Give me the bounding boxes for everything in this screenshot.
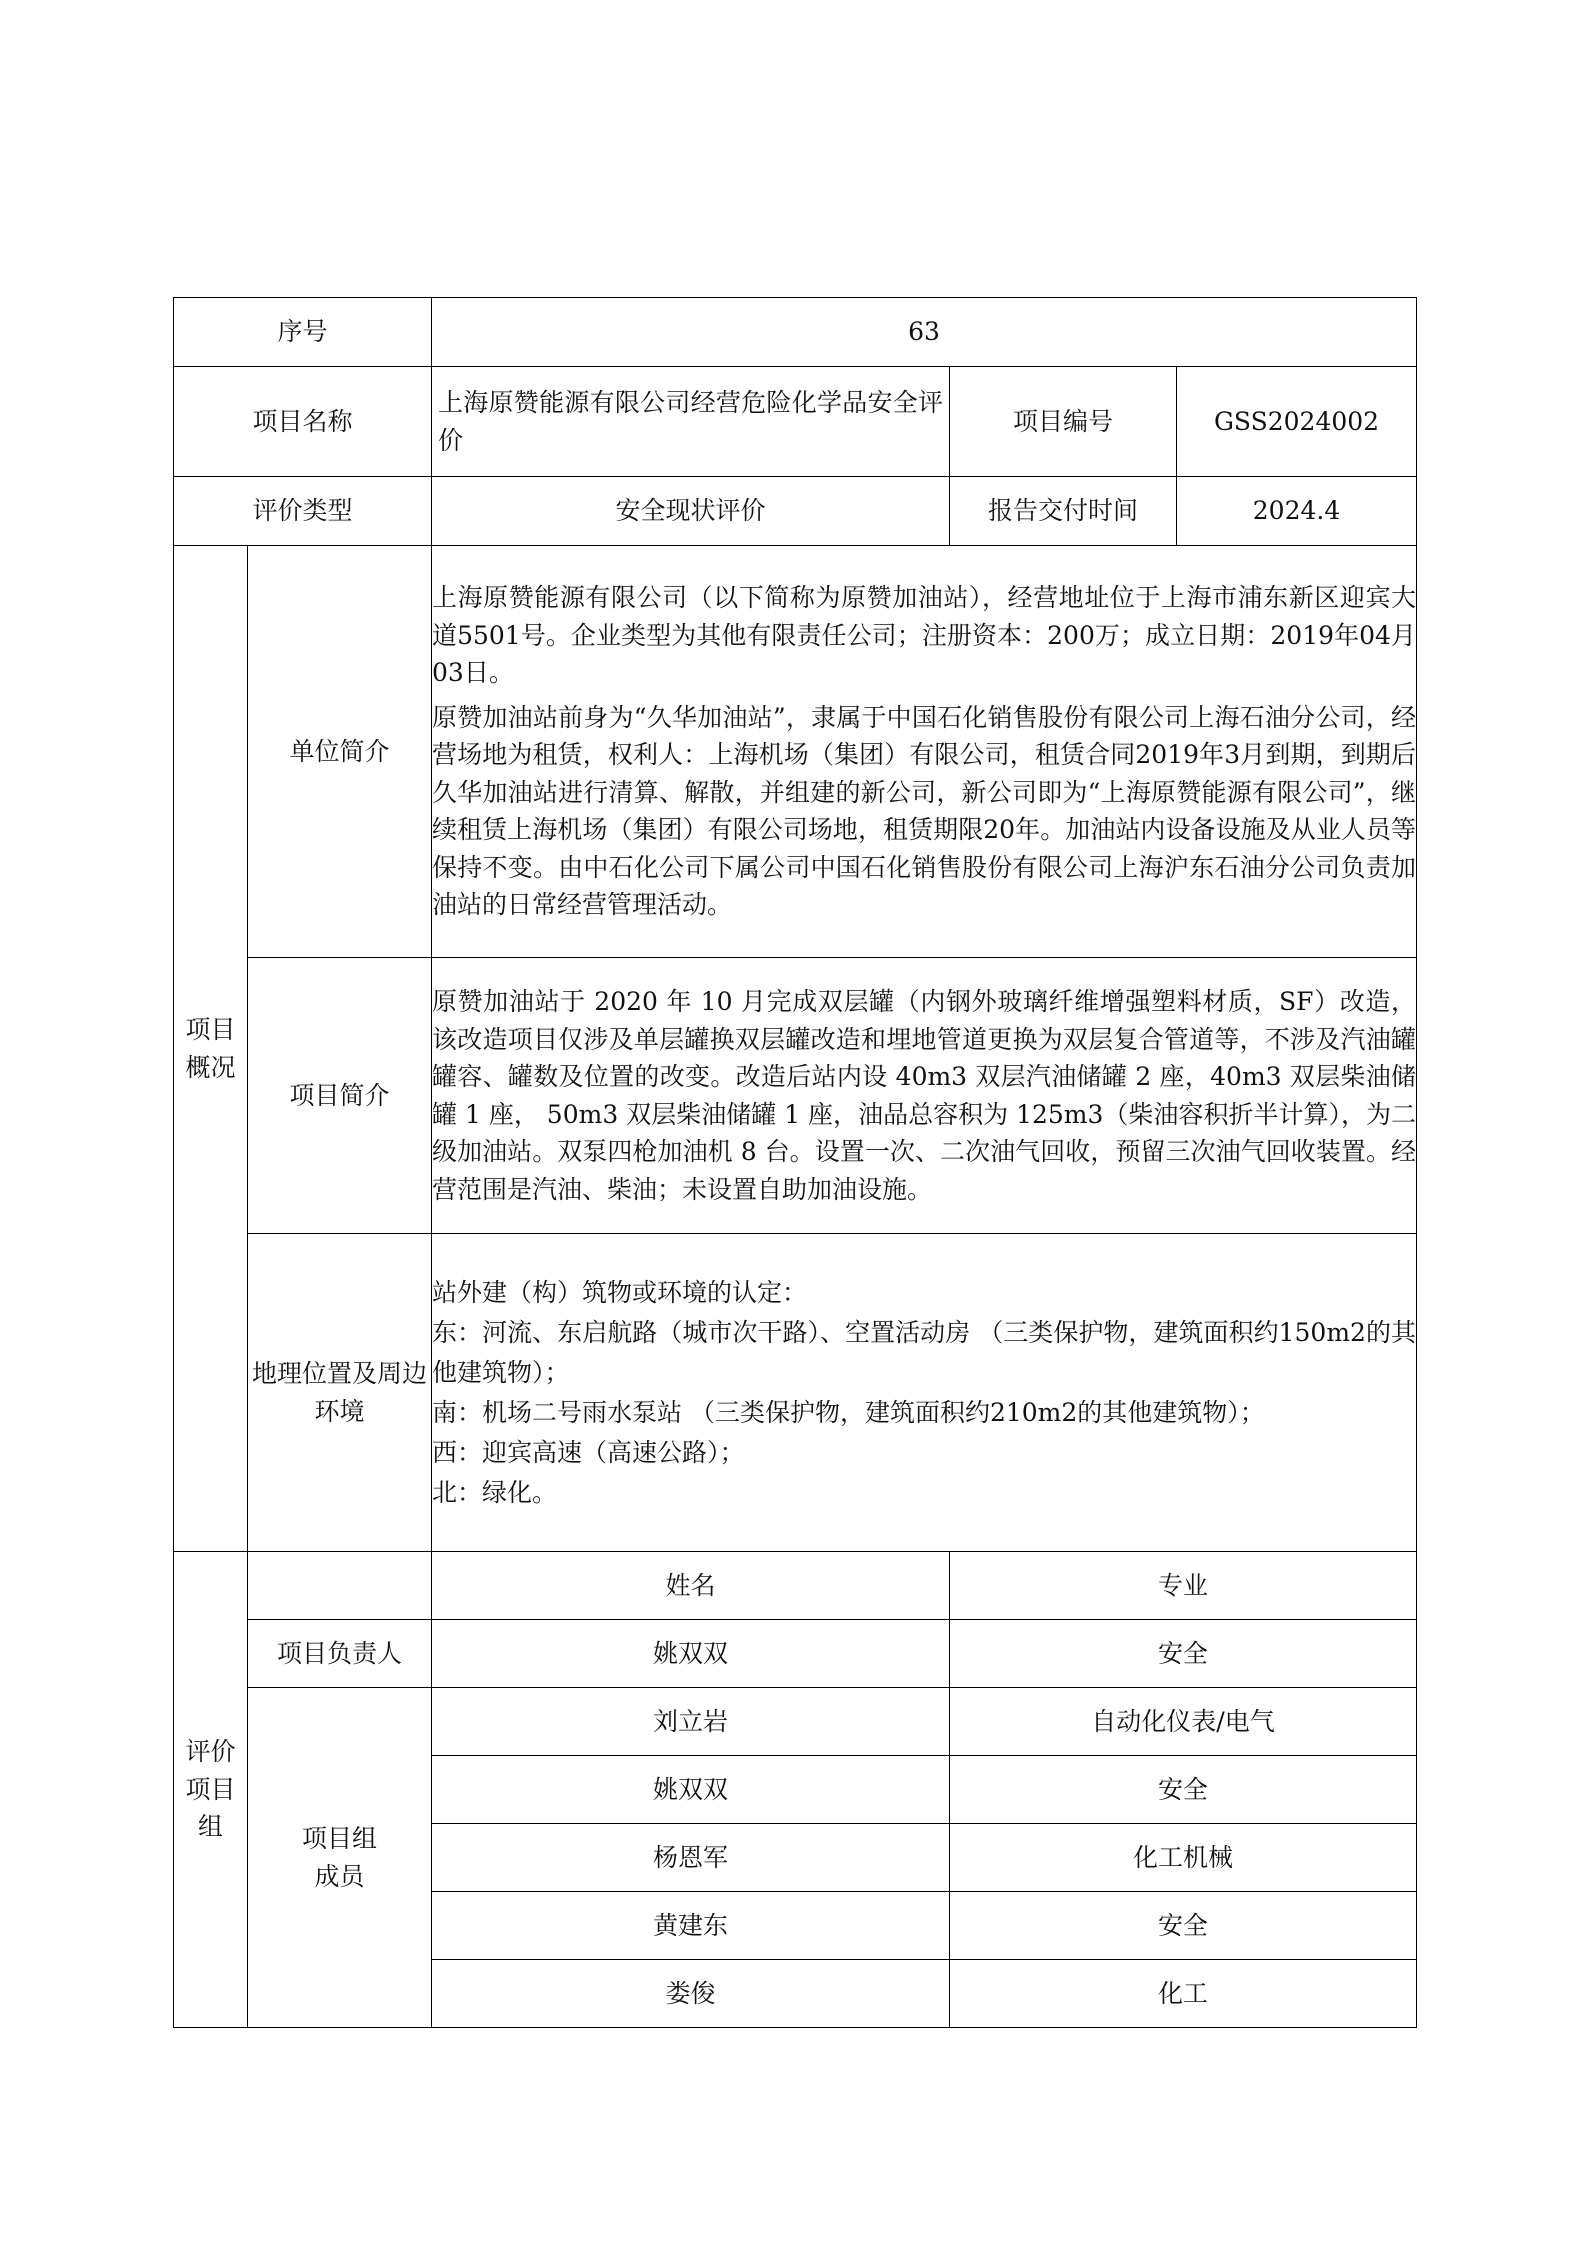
project-info-table	[173, 297, 1417, 2028]
member-name: 黄建东	[432, 1892, 950, 1960]
member-name: 刘立岩	[432, 1688, 950, 1756]
project-intro-label: 项目简介	[248, 958, 432, 1234]
major-header: 专业	[950, 1552, 1417, 1620]
project-intro-text: 原赞加油站于 2020 年 10 月完成双层罐（内钢外玻璃纤维增强塑料材质，SF）改造，该改造项目仅涉及单层罐换双层罐改造和埋地管道更换为双层复合管道等，不涉及汽油罐罐容、罐数及位置的改变。改造后站内设 40m3 双层汽油储罐 2 座，40m3 双层柴油储罐 1 座， 50m3 双层柴油储罐 1 座，油品总容积为 125m3（柴油容积折半计算），为二级加油站。双泵四枪加油机 8 台。设置一次、二次油气回收，预留三次油气回收装置。经营范围是汽油、柴油；未设置自助加油设施。	[432, 958, 1417, 1234]
project-leader-label: 项目负责人	[248, 1620, 432, 1688]
team-group-label: 评价项目组	[174, 1552, 248, 2028]
unit-intro-paragraph: 上海原赞能源有限公司（以下简称为原赞加油站），经营地址位于上海市浦东新区迎宾大道5501号。企业类型为其他有限责任公司；注册资本：200万；成立日期：2019年04月03日。	[432, 583, 1417, 688]
geo-env-line: 站外建（构）筑物或环境的认定：	[432, 1277, 808, 1307]
unit-intro-text	[432, 546, 1417, 958]
member-major: 安全	[950, 1892, 1417, 1960]
delivery-time-label: 报告交付时间	[950, 477, 1177, 546]
serial-label: 序号	[174, 298, 432, 367]
member-major: 化工机械	[950, 1824, 1417, 1892]
project-code-label: 项目编号	[950, 367, 1177, 477]
unit-intro-label: 单位简介	[248, 546, 432, 958]
leader-major: 安全	[950, 1620, 1417, 1688]
overview-group-label: 项目概况	[174, 546, 248, 1552]
project-name-label: 项目名称	[174, 367, 432, 477]
geo-env-line: 东：河流、东启航路（城市次干路）、空置活动房 （三类保护物，建筑面积约150m2的其他建筑物）；	[432, 1317, 1417, 1387]
geo-env-line: 南：机场二号雨水泵站 （三类保护物，建筑面积约210m2的其他建筑物）；	[432, 1397, 1265, 1427]
geo-env-label: 地理位置及周边环境	[248, 1234, 432, 1552]
project-name-value: 上海原赞能源有限公司经营危险化学品安全评价	[432, 367, 950, 477]
serial-value: 63	[432, 298, 1417, 367]
geo-env-line: 西：迎宾高速（高速公路）；	[432, 1437, 745, 1467]
blank-cell	[248, 1552, 432, 1620]
delivery-time-value: 2024.4	[1177, 477, 1417, 546]
member-name: 娄俊	[432, 1960, 950, 2028]
unit-intro-paragraph: 原赞加油站前身为“久华加油站”，隶属于中国石化销售股份有限公司上海石油分公司，经营场地为租赁，权利人：上海机场（集团）有限公司，租赁合同2019年3月到期，到期后久华加油站进行清算、解散，并组建的新公司，新公司即为“上海原赞能源有限公司”，继续租赁上海机场（集团）有限公司场地，租赁期限20年。加油站内设备设施及从业人员等保持不变。由中石化公司下属公司中国石化销售股份有限公司上海沪东石油分公司负责加油站的日常经营管理活动。	[432, 702, 1417, 920]
member-name: 姚双双	[432, 1756, 950, 1824]
project-code-value: GSS2024002	[1177, 367, 1417, 477]
evaluation-type-value: 安全现状评价	[432, 477, 950, 546]
geo-env-line: 北：绿化。	[432, 1477, 558, 1507]
name-header: 姓名	[432, 1552, 950, 1620]
member-name: 杨恩军	[432, 1824, 950, 1892]
member-major: 化工	[950, 1960, 1417, 2028]
member-major: 自动化仪表/电气	[950, 1688, 1417, 1756]
geo-env-text	[432, 1234, 1417, 1552]
leader-name: 姚双双	[432, 1620, 950, 1688]
member-major: 安全	[950, 1756, 1417, 1824]
team-members-label: 项目组成员	[248, 1688, 432, 2028]
evaluation-type-label: 评价类型	[174, 477, 432, 546]
